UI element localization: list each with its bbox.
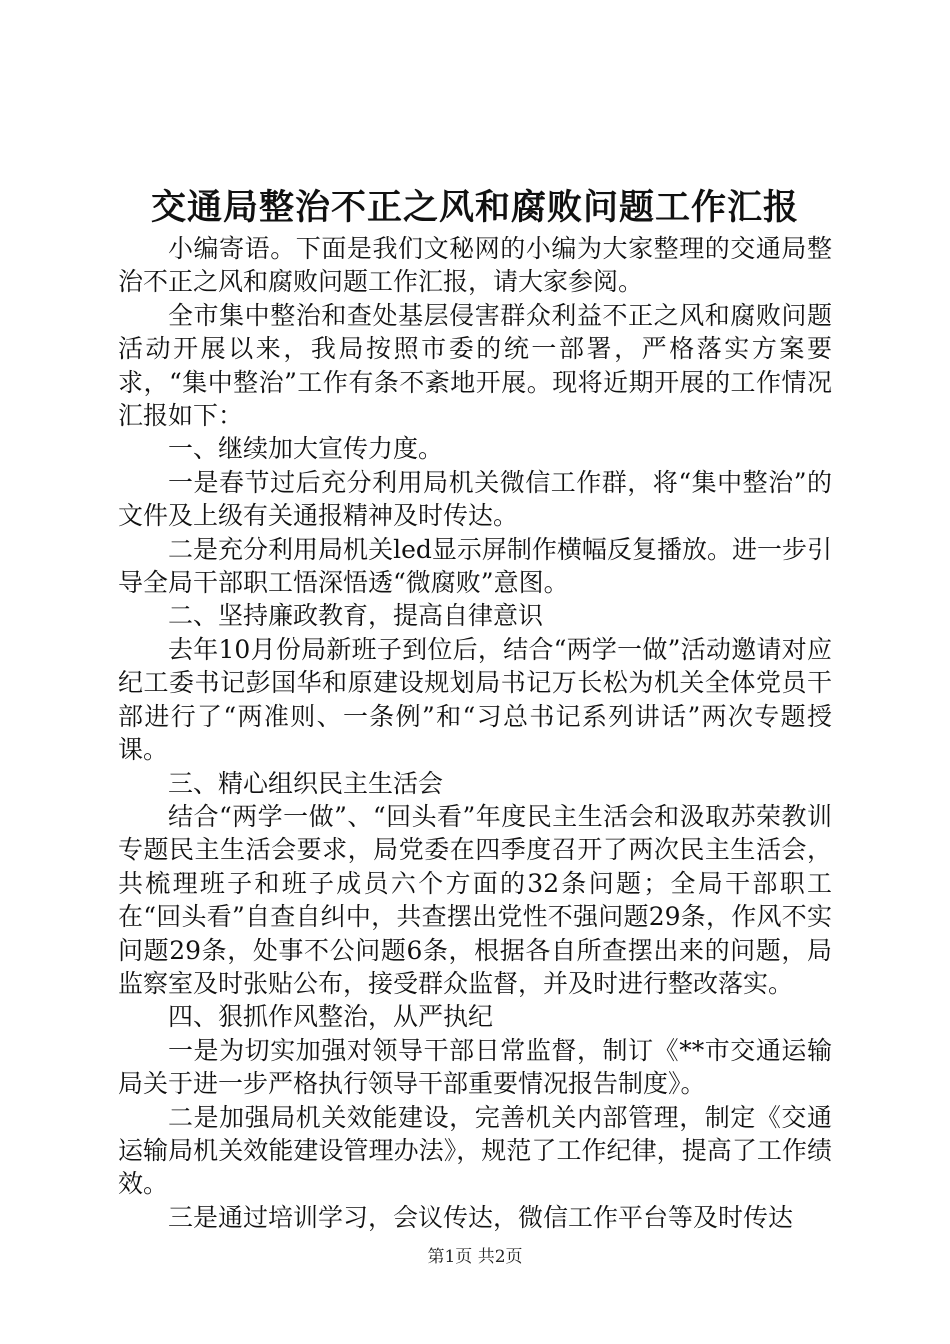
section-heading-1: 一、继续加大宣传力度。: [168, 434, 444, 464]
section-4-item-1: 一是为切实加强对领导干部日常监督，制订《**市交通运输局关于进一步严格执行领导干部重要情况报告制度》。: [118, 1035, 832, 1099]
document-body: [118, 232, 832, 1234]
section-1-item-1: 一是春节过后充分利用局机关微信工作群，将“集中整治”的文件及上级有关通报精神及时传达。: [118, 467, 832, 531]
section-4-item-3: 三是通过培训学习，会议传达，微信工作平台等及时传达: [168, 1202, 794, 1232]
page-number-footer: 第1页 共2页: [427, 1247, 523, 1267]
section-3-paragraph: 结合“两学一做”、“回头看”年度民主生活会和汲取苏荣教训专题民主生活会要求，局党委在四季度召开了两次民主生活会，共梳理班子和班子成员六个方面的32条问题；全局干部职工在“回头看”自查自纠中，共查摆出党性不强问题29条，作风不实问题29条，处事不公问题6条，根据各自所查摆出来的问题，局监察室及时张贴公布，接受群众监督，并及时进行整改落实。: [118, 801, 832, 998]
section-2-paragraph: 去年10月份局新班子到位后，结合“两学一做”活动邀请对应纪工委书记彭国华和原建设规划局书记万长松为机关全体党员干部进行了“两准则、一条例”和“习总书记系列讲话”两次专题授课。: [118, 634, 832, 765]
document-title: 交通局整治不正之风和腐败问题工作汇报: [150, 187, 799, 228]
overview-paragraph: 全市集中整治和查处基层侵害群众利益不正之风和腐败问题活动开展以来，我局按照市委的统一部署，严格落实方案要求，“集中整治”工作有条不紊地开展。现将近期开展的工作情况汇报如下：: [118, 300, 832, 431]
section-1-item-2: 二是充分利用局机关led显示屏制作横幅反复播放。进一步引导全局干部职工悟深悟透“微腐败”意图。: [118, 534, 832, 598]
section-heading-4: 四、狠抓作风整治，从严执纪: [168, 1002, 494, 1032]
section-heading-2: 二、坚持廉政教育，提高自律意识: [168, 601, 544, 631]
section-heading-3: 三、精心组织民主生活会: [168, 768, 444, 798]
intro-paragraph: 小编寄语。下面是我们文秘网的小编为大家整理的交通局整治不正之风和腐败问题工作汇报，请大家参阅。: [118, 234, 832, 297]
section-4-item-2: 二是加强局机关效能建设，完善机关内部管理，制定《交通运输局机关效能建设管理办法》，规范了工作纪律，提高了工作绩效。: [118, 1102, 832, 1199]
